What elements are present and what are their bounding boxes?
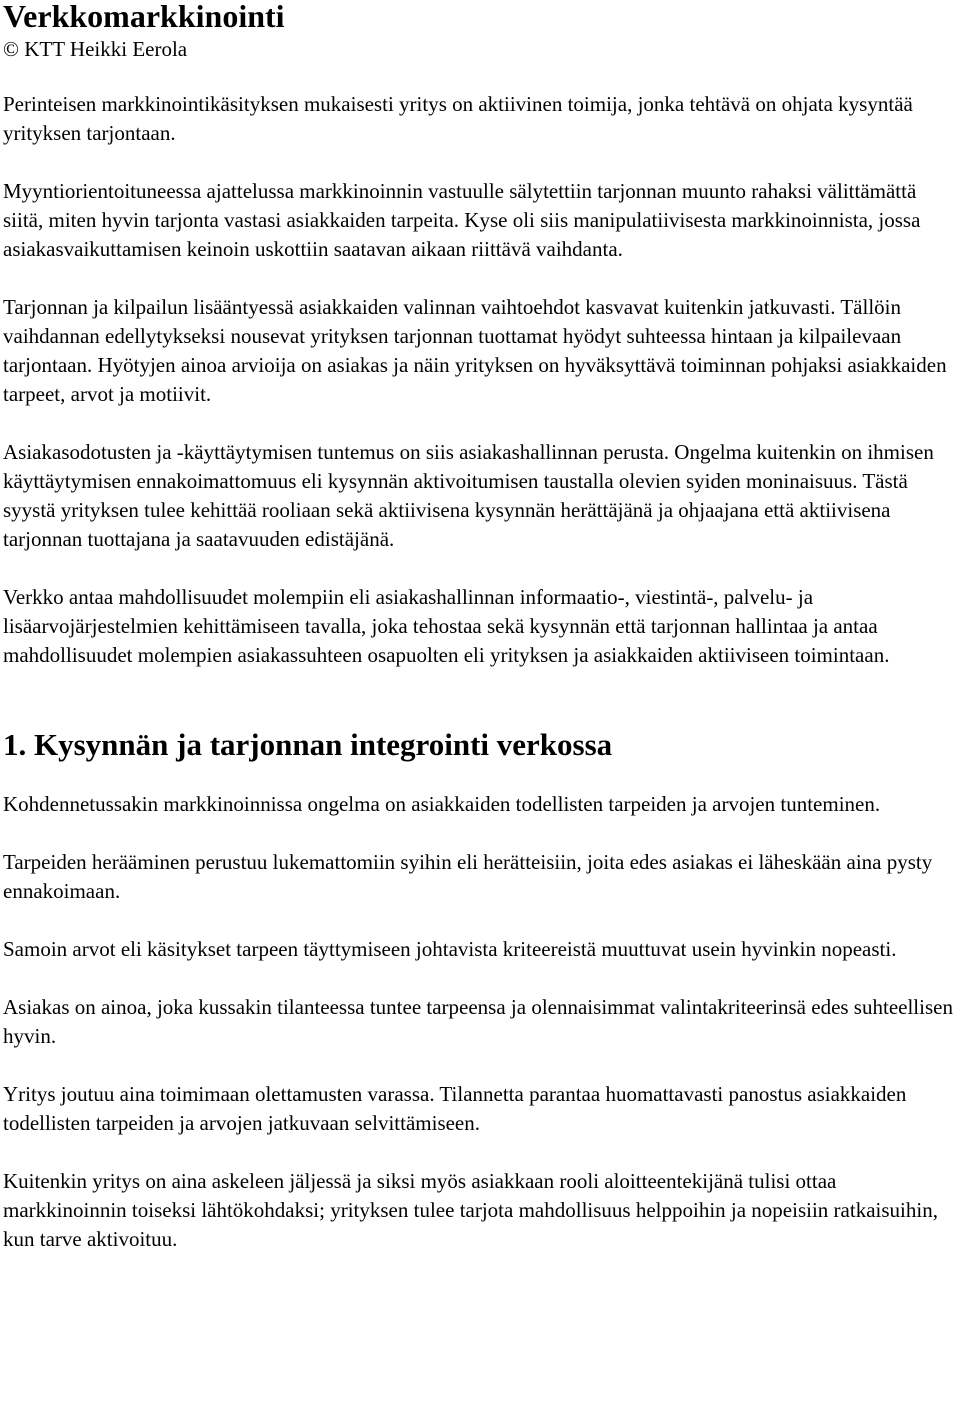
section-1-heading: 1. Kysynnän ja tarjonnan integrointi verkossa: [3, 727, 613, 762]
document-title: Verkkomarkkinointi: [3, 0, 285, 34]
section-1-paragraph-6: Kuitenkin yritys on aina askeleen jäljessä ja siksi myös asiakkaan rooli aloitteentekijänä tulisi ottaa markkinoinnin toiseksi lähtökohdaksi; yrityksen tulee tarjota mahdollisuus helppoihin ja nopeisiin ratkaisuihin, kun tarve aktivoituu.: [3, 1169, 938, 1251]
author-name: KTT Heikki Eerola: [24, 37, 188, 61]
author-line: [3, 35, 955, 64]
intro-paragraph-1: Perinteisen markkinointikäsityksen mukaisesti yritys on aktiivinen toimija, jonka tehtävä on ohjata kysyntää yrityksen tarjontaan.: [3, 92, 913, 145]
section-1-paragraph-4: Asiakas on ainoa, joka kussakin tilanteessa tuntee tarpeensa ja olennaisimmat valintakriteerinsä edes suhteellisen hyvin.: [3, 995, 953, 1048]
copyright-icon: ©: [3, 37, 19, 61]
intro-paragraph-4: Asiakasodotusten ja -käyttäytymisen tuntemus on siis asiakashallinnan perusta. Ongelma kuitenkin on ihmisen käyttäytymisen ennakoimattomuus eli kysynnän aktivoitumisen taustalla olevien syiden moninaisuus. Tästä syystä yrityksen tulee kehittää rooliaan sekä aktiivisena kysynnän herättäjänä ja ohjaajana että aktiivisena tarjonnan tuottajana ja saatavuuden edistäjänä.: [3, 440, 934, 551]
section-1-paragraph-2: Tarpeiden herääminen perustuu lukemattomiin syihin eli herätteisiin, joita edes asiakas ei läheskään aina pysty ennakoimaan.: [3, 850, 933, 903]
section-1-paragraph-1: Kohdennetussakin markkinoinnissa ongelma on asiakkaiden todellisten tarpeiden ja arvojen tunteminen.: [3, 792, 881, 816]
section-1-paragraph-3: Samoin arvot eli käsitykset tarpeen täyttymiseen johtavista kriteereistä muuttuvat usein hyvinkin nopeasti.: [3, 937, 897, 961]
document-page: [3, 0, 955, 1254]
section-1-paragraph-5: Yritys joutuu aina toimimaan olettamusten varassa. Tilannetta parantaa huomattavasti panostus asiakkaiden todellisten tarpeiden ja arvojen jatkuvaan selvittämiseen.: [3, 1082, 907, 1135]
intro-paragraph-5: Verkko antaa mahdollisuudet molempiin eli asiakashallinnan informaatio-, viestintä-, palvelu- ja lisäarvojärjestelmien kehittämiseen tavalla, joka tehostaa sekä kysynnän että tarjonnan hallintaa ja antaa mahdollisuudet molempien asiakassuhteen osapuolten eli yrityksen ja asiakkaiden aktiiviseen toimintaan.: [3, 585, 890, 667]
intro-paragraph-2: Myyntiorientoituneessa ajattelussa markkinoinnin vastuulle sälytettiin tarjonnan muunto rahaksi välittämättä siitä, miten hyvin tarjonta vastasi asiakkaiden tarpeita. Kyse oli siis manipulatiivisesta markkinoinnista, jossa asiakasvaikuttamisen keinoin uskottiin saatavan aikaan riittävä vaihdanta.: [3, 179, 921, 261]
intro-paragraph-3: Tarjonnan ja kilpailun lisääntyessä asiakkaiden valinnan vaihtoehdot kasvavat kuitenkin jatkuvasti. Tällöin vaihdannan edellytykseksi nousevat yrityksen tarjonnan tuottamat hyödyt suhteessa hintaan ja kilpailevaan tarjontaan. Hyötyjen ainoa arvioija on asiakas ja näin yrityksen on hyväksyttävä toiminnan pohjaksi asiakkaiden tarpeet, arvot ja motiivit.: [3, 295, 947, 406]
